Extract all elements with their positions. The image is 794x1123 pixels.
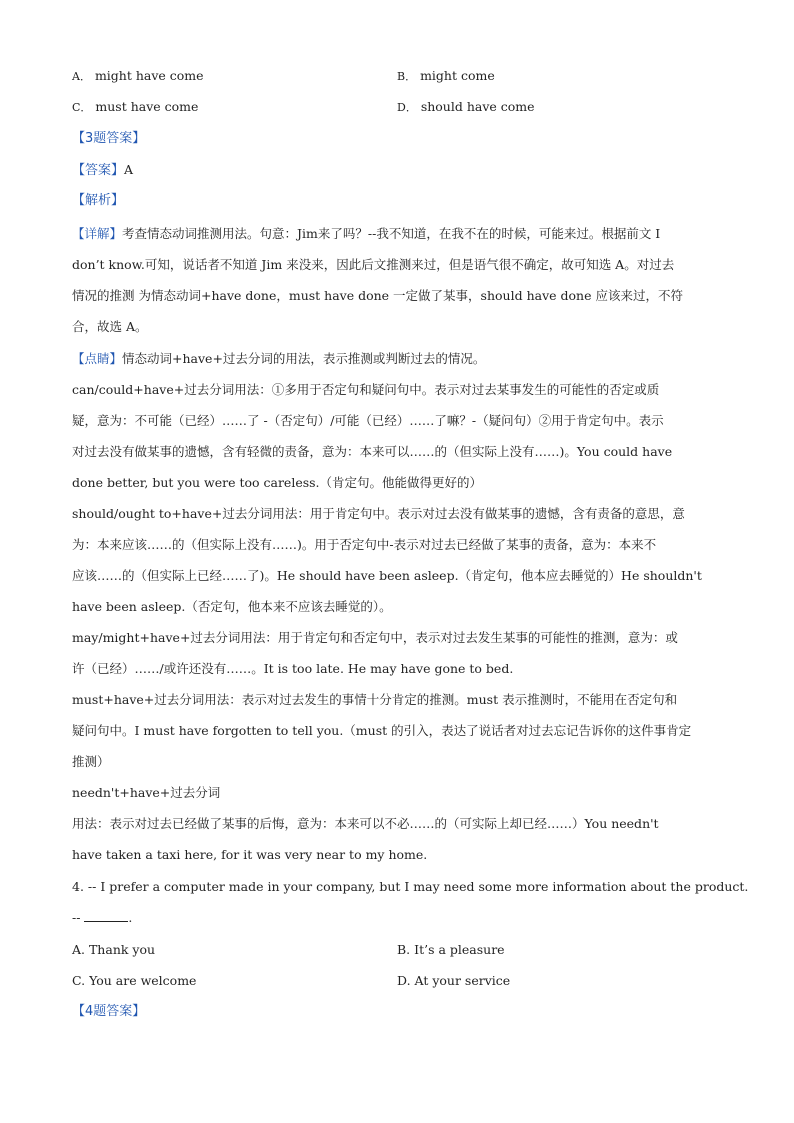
detail-line-2: don’t know.可知，说话者不知道 Jim 来没来，因此后文推测来过，但是语气很不确定，故可知选 A。对过去 (72, 257, 675, 272)
q4-option-a: A. Thank you (72, 942, 156, 957)
q3-option-d-label: D． (397, 101, 417, 114)
q4-reply (72, 910, 132, 926)
q4-answer-header: 【4题答案】 (72, 1004, 146, 1019)
tip-line-5: done better, but you were too careless.（肯定句。他能做得更好的） (72, 475, 483, 490)
tip-line-14: 推测） (72, 754, 110, 769)
answer-tag: 【答案】 (72, 163, 125, 178)
q4-reply-prefix: -- (72, 910, 85, 925)
q3-option-a-text: might have come (94, 68, 204, 83)
tip-line-11: 许（已经）……/或许还没有……。It is too late. He may have gone to bed. (72, 661, 514, 676)
q3-option-a (72, 68, 204, 85)
tip-line-10: may/might+have+过去分词用法：用于肯定句和否定句中，表示对过去发生某事的可能性的推测，意为：或 (72, 630, 678, 645)
tip-line-2: can/could+have+过去分词用法：①多用于否定句和疑问句中。表示对过去某事发生的可能性的否定或质 (72, 382, 660, 397)
answer-value: A (124, 162, 134, 177)
tip-line-3: 疑，意为：不可能（已经）……了 -（否定句）/可能（已经）……了嘛？-（疑问句）②用于肯定句中。表示 (72, 413, 664, 428)
analysis-tag: 【解析】 (72, 193, 125, 208)
tip-line-1 (72, 343, 724, 374)
q3-option-d (397, 99, 535, 116)
q3-option-c (72, 99, 198, 116)
tip-paragraph (72, 343, 724, 870)
tip-line-7: 为：本来应该……的（但实际上没有……)。用于否定句中-表示对过去已经做了某事的责备，意为：本来不 (72, 537, 657, 552)
q3-option-a-label: A． (72, 70, 91, 83)
q4-option-b: B. It’s a pleasure (397, 942, 505, 957)
detail-line-4: 合，故选 A。 (72, 319, 148, 334)
q4-stem: 4. -- I prefer a computer made in your company, but I may need some more information about the product. (72, 879, 749, 894)
detail-text-1: 考查情态动词推测用法。句意：Jim来了吗？--我不知道，在我不在的时候，可能来过。根据前文 I (122, 226, 661, 241)
tip-line-6: should/ought to+have+过去分词用法：用于肯定句中。表示对过去没有做某事的遗憾，含有责备的意思，意 (72, 506, 685, 521)
tip-text-1: 情态动词+have+过去分词的用法，表示推测或判断过去的情况。 (122, 351, 486, 366)
q3-option-c-text: must have come (95, 99, 199, 114)
answer-blank (84, 911, 128, 922)
detail-line-3: 情况的推测 为情态动词+have done，must have done 一定做了某事，should have done 应该来过，不符 (72, 288, 683, 303)
tip-line-13: 疑问句中。I must have forgotten to tell you.（must 的引入，表达了说话者对过去忘记告诉你的这件事肯定 (72, 723, 692, 738)
tip-line-8: 应该……的（但实际上已经……了)。He should have been asleep.（肯定句，他本应去睡觉的）He shouldn't (72, 568, 702, 583)
tip-line-4: 对过去没有做某事的遗憾，含有轻微的责备，意为：本来可以……的（但实际上没有……)。You could have (72, 444, 673, 459)
q4-reply-suffix: . (128, 910, 133, 925)
tip-line-12: must+have+过去分词用法：表示对过去发生的事情十分肯定的推测。must 表示推测时，不能用在否定句和 (72, 692, 678, 707)
detail-tag: 【详解】 (72, 226, 123, 241)
q3-answer-line (72, 162, 133, 179)
q4-option-d: D. At your service (397, 973, 511, 988)
tip-line-17: have taken a taxi here, for it was very near to my home. (72, 847, 428, 862)
q3-option-b (397, 68, 495, 85)
q3-option-d-text: should have come (420, 99, 535, 114)
detail-line-1 (72, 218, 724, 249)
q3-option-b-label: B． (397, 70, 417, 83)
q3-option-b-text: might come (420, 68, 495, 83)
tip-line-16: 用法：表示对过去已经做了某事的后悔，意为：本来可以不必……的（可实际上却已经……）You needn't (72, 816, 659, 831)
q3-option-c-label: C． (72, 101, 92, 114)
tip-line-9: have been asleep.（否定句，他本来不应该去睡觉的）。 (72, 599, 392, 614)
tip-tag: 【点睛】 (72, 351, 123, 366)
q4-option-c: C. You are welcome (72, 973, 197, 988)
q3-answer-header: 【3题答案】 (72, 131, 146, 146)
tip-line-15: needn't+have+过去分词 (72, 785, 221, 800)
detail-paragraph (72, 218, 724, 342)
